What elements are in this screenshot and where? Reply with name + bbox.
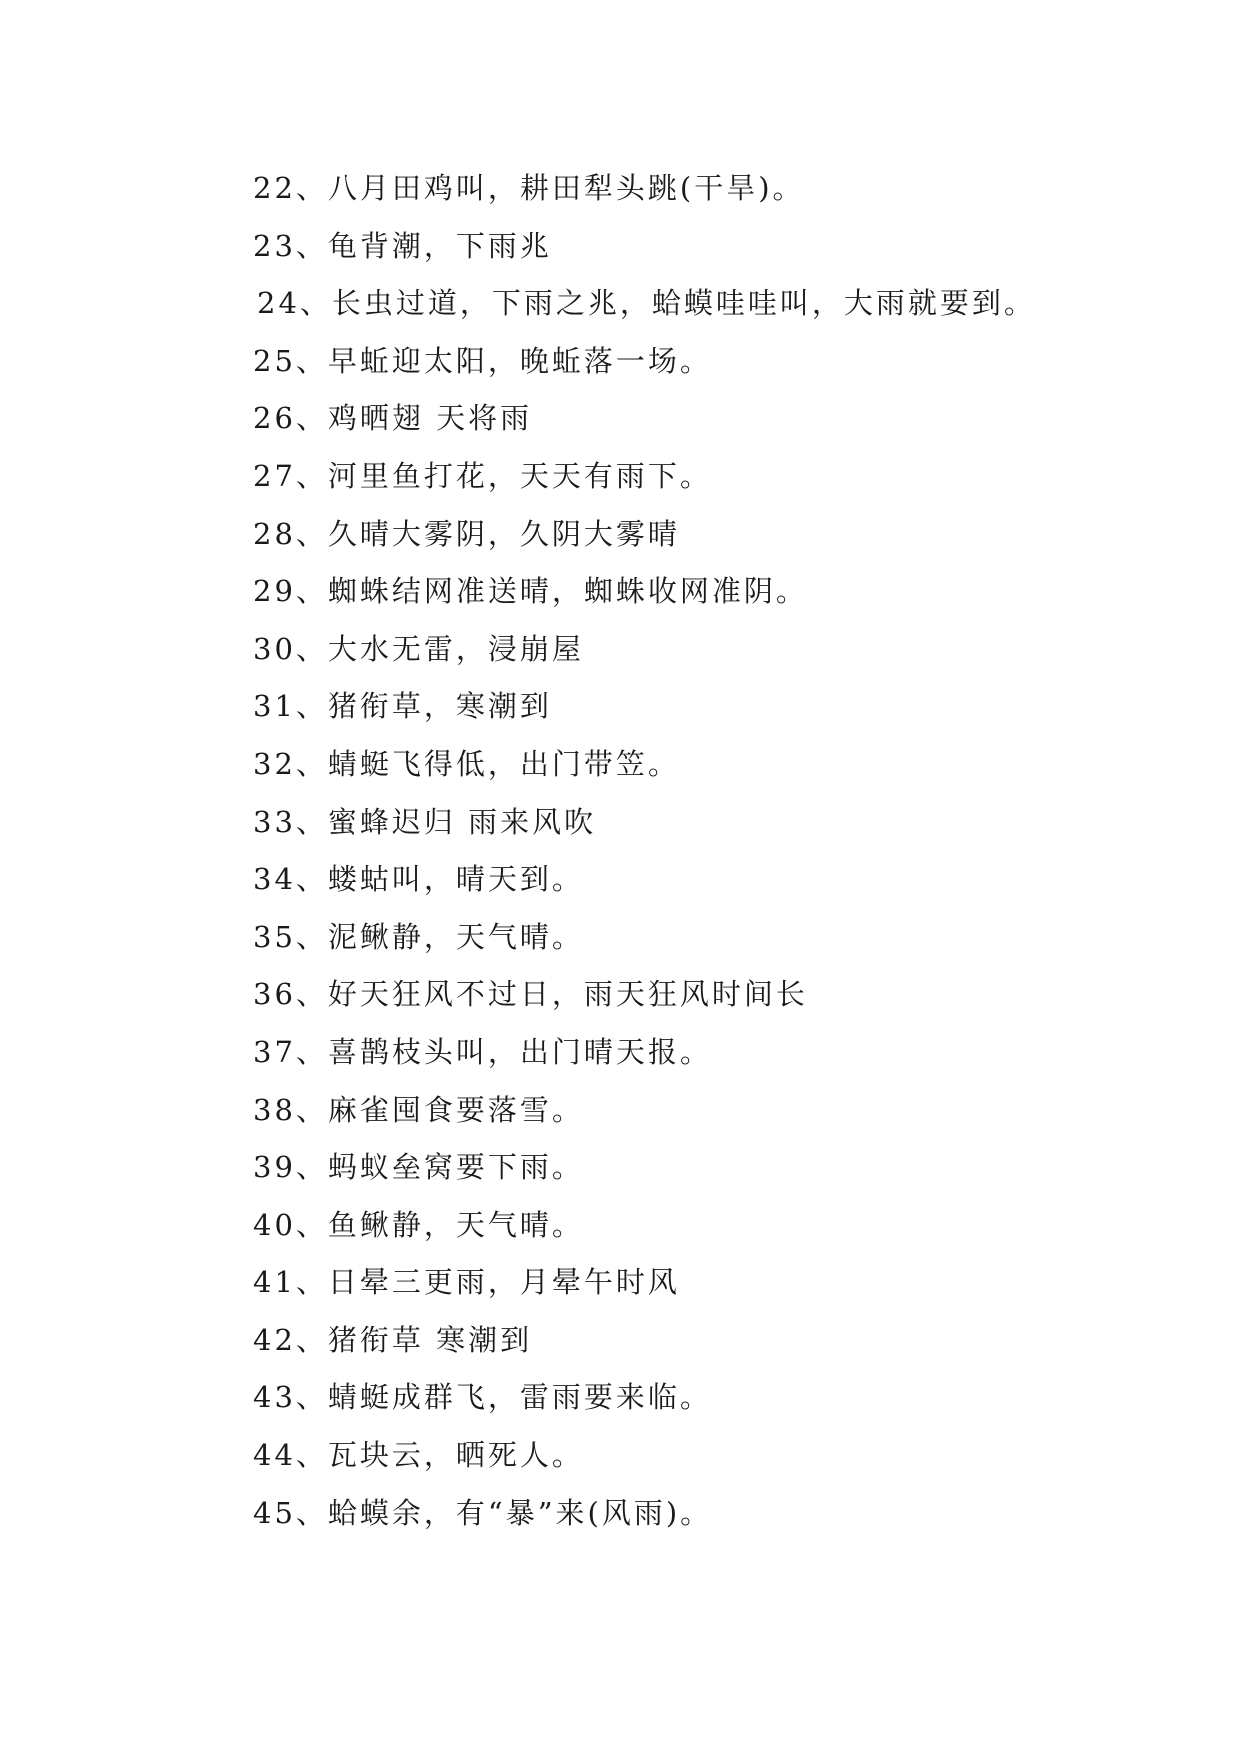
proverb-line: 28、久晴大雾阴，久阴大雾晴 <box>253 516 680 551</box>
proverb-line: 27、河里鱼打花，天天有雨下。 <box>253 458 712 493</box>
proverb-line: 32、蜻蜓飞得低，出门带笠。 <box>253 746 680 781</box>
document-body <box>253 160 1173 1542</box>
proverb-line: 36、好天狂风不过日，雨天狂风时间长 <box>253 977 808 1012</box>
proverb-line: 42、猪衔草 寒潮到 <box>253 1322 533 1357</box>
proverb-line: 22、八月田鸡叫，耕田犁头跳(干旱)。 <box>253 171 805 205</box>
proverb-line: 39、蚂蚁垒窝要下雨。 <box>253 1150 584 1185</box>
proverb-line: 33、蜜蜂迟归 雨来风吹 <box>253 804 597 839</box>
proverb-line: 30、大水无雷，浸崩屋 <box>253 631 584 666</box>
proverb-line: 26、鸡晒翅 天将雨 <box>253 401 533 436</box>
proverb-line: 45、蛤蟆余，有“暴”来(风雨)。 <box>253 1495 713 1530</box>
proverb-line: 24、长虫过道，下雨之兆，蛤蟆哇哇叫，大雨就要到。 <box>257 286 1036 321</box>
proverb-line: 41、日晕三更雨，月晕午时风 <box>253 1265 680 1300</box>
proverb-line: 38、麻雀囤食要落雪。 <box>253 1092 584 1127</box>
proverb-line: 43、蜻蜓成群飞，雷雨要来临。 <box>253 1380 712 1415</box>
proverb-line: 34、蝼蛄叫，晴天到。 <box>253 862 584 897</box>
proverb-line: 23、龟背潮，下雨兆 <box>253 228 552 263</box>
proverb-line: 40、鱼鳅静，天气晴。 <box>253 1207 584 1242</box>
proverb-line: 37、喜鹊枝头叫，出门晴天报。 <box>253 1034 712 1069</box>
proverb-line: 29、蜘蛛结网准送晴，蜘蛛收网准阴。 <box>253 574 808 609</box>
proverb-line: 31、猪衔草，寒潮到 <box>253 689 552 724</box>
proverb-line: 44、瓦块云，晒死人。 <box>253 1438 584 1473</box>
proverb-line: 35、泥鳅静，天气晴。 <box>253 919 584 954</box>
proverb-line: 25、早蚯迎太阳，晚蚯落一场。 <box>253 343 712 378</box>
